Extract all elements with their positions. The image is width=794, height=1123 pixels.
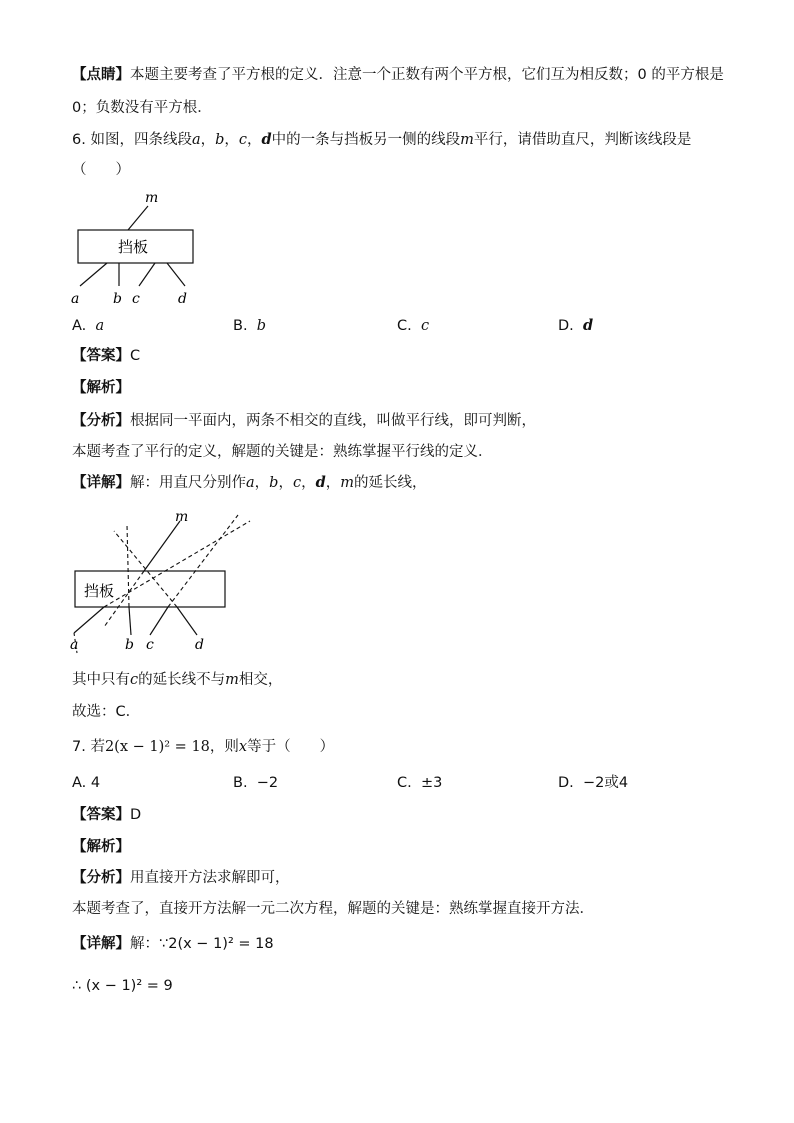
label-b: b <box>125 637 134 653</box>
fenxi: 用直接开方法求解即可， <box>130 870 290 886</box>
q7-stem-b: ，则 <box>209 739 239 755</box>
option-value: c <box>420 318 430 334</box>
q6-var-a: a <box>191 132 201 148</box>
step2-eq: (x − 1)² = 9 <box>85 978 173 994</box>
detail-b: 的延长线， <box>353 475 427 491</box>
q6-stem-b: 中的一条与挡板另一侧的线段 <box>271 132 461 148</box>
conclusion-c: 相交， <box>238 672 283 688</box>
answer-tag: 【答案】 <box>72 807 130 823</box>
segment-a <box>74 607 104 633</box>
fenxi: 根据同一平面内，两条不相交的直线，叫做平行线，即可判断， <box>130 413 536 429</box>
q6-figure-2 <box>62 505 262 660</box>
conclusion-b: 的延长线不与 <box>138 672 226 688</box>
dianjing-line-2 <box>72 98 212 118</box>
q6-conclusion <box>72 670 282 690</box>
q6-number: 6. <box>72 132 86 148</box>
option-letter: C. <box>397 318 412 334</box>
extension-c <box>168 515 238 607</box>
dianjing-line-1 <box>72 65 724 85</box>
segment-m <box>144 521 180 571</box>
q7-stem <box>72 737 334 757</box>
q6-answer <box>72 346 140 366</box>
q7-stem-a: 若 <box>90 739 105 755</box>
board-label: 挡板 <box>84 582 115 600</box>
paren: （ ） <box>72 162 130 178</box>
option-value: a <box>95 318 105 334</box>
answer-tag: 【答案】 <box>72 348 130 364</box>
q6-var-d: d <box>261 131 272 148</box>
q7-var-x: x <box>238 739 248 755</box>
option-letter: B. <box>233 775 248 791</box>
dianjing-tag: 【点睛】 <box>72 67 130 83</box>
var: b <box>269 475 279 491</box>
q7-option-b <box>233 773 278 793</box>
q6-figure-1 <box>60 186 210 311</box>
option-value: 4 <box>90 775 101 791</box>
var: m <box>225 672 239 688</box>
q6-var-c: c <box>238 132 248 148</box>
analysis-tag: 【解析】 <box>72 380 130 396</box>
analysis-tag: 【解析】 <box>72 839 130 855</box>
segment-b <box>129 607 131 635</box>
q6-fenxi <box>72 411 536 431</box>
key: 本题考查了平行的定义，解题的关键是：熟练掌握平行线的定义． <box>72 444 493 460</box>
segment-a <box>80 263 107 286</box>
q6-stem-a: 如图，四条线段 <box>90 132 192 148</box>
q7-detail <box>72 934 274 954</box>
q6-stem-c: 平行，请借助直尺，判断该线段是 <box>473 132 692 148</box>
sep: ， <box>200 132 216 148</box>
segment-d <box>177 607 197 635</box>
option-letter: D. <box>558 318 574 334</box>
q7-answer <box>72 805 141 825</box>
label-d: d <box>195 637 204 653</box>
dianjing-text-2: 0；负数没有平方根． <box>72 100 212 116</box>
fenxi-tag: 【分析】 <box>72 870 130 886</box>
detail-eq: 2(x − 1)² = 18 <box>168 936 274 952</box>
var: a <box>246 475 255 491</box>
q7-equation: 2(x − 1)² = 18 <box>104 739 210 755</box>
q7-fenxi <box>72 868 290 888</box>
q7-number: 7. <box>72 739 86 755</box>
option-value: ±3 <box>420 775 443 791</box>
therefore-symbol: ∴ <box>72 978 82 994</box>
label-c: c <box>146 637 154 653</box>
option-letter: A. <box>72 775 87 791</box>
detail-a: 解：∵ <box>130 936 169 952</box>
answer: C <box>130 348 141 364</box>
sep: ， <box>301 475 316 491</box>
q6-analysis <box>72 378 130 398</box>
fenxi-tag: 【分析】 <box>72 413 130 429</box>
detail-tag: 【详解】 <box>72 475 130 491</box>
segment-m <box>128 206 148 230</box>
segment-c <box>150 607 168 635</box>
segment-c <box>139 263 155 286</box>
q6-stem <box>72 130 691 150</box>
option-value: −2或4 <box>583 775 629 791</box>
answer: D <box>130 807 142 823</box>
label-b: b <box>113 291 122 307</box>
q7-option-c <box>397 773 442 793</box>
option-value: −2 <box>256 775 279 791</box>
sep: ， <box>254 475 270 491</box>
detail-tag: 【详解】 <box>72 936 130 952</box>
q6-option-d <box>558 316 593 336</box>
key: 本题考查了，直接开方法解一元二次方程，解题的关键是：熟练掌握直接开方法． <box>72 901 594 917</box>
option-value: b <box>256 318 267 334</box>
option-letter: B. <box>233 318 248 334</box>
label-m: m <box>175 509 189 525</box>
dianjing-text-1: 本题主要考查了平方根的定义．注意一个正数有两个平方根，它们互为相反数；0 的平方根是 <box>130 67 724 83</box>
extension-a <box>104 521 250 607</box>
q7-key <box>72 899 594 919</box>
var: c <box>292 475 302 491</box>
q6-option-c <box>397 316 429 336</box>
board-label: 挡板 <box>118 238 149 256</box>
sep: ， <box>278 475 293 491</box>
q6-choose <box>72 702 140 722</box>
choose: 故选：C． <box>72 704 141 720</box>
option-letter: D. <box>558 775 574 791</box>
q7-option-d <box>558 773 628 793</box>
sep: ， <box>224 132 239 148</box>
q6-var-m: m <box>460 132 474 148</box>
q6-key <box>72 442 493 462</box>
q7-stem-c: 等于（ ） <box>247 739 335 755</box>
segment-d <box>167 263 185 286</box>
q6-paren <box>72 160 130 180</box>
label-d: d <box>178 291 187 307</box>
q7-step-2 <box>72 976 173 996</box>
option-letter: A. <box>72 318 87 334</box>
label-a: a <box>70 637 79 653</box>
q7-analysis <box>72 837 130 857</box>
q6-var-b: b <box>215 132 225 148</box>
q6-option-a <box>72 316 104 336</box>
var: d <box>315 474 326 491</box>
var: c <box>130 672 139 688</box>
label-m: m <box>145 190 159 206</box>
sep: ， <box>247 132 262 148</box>
q7-option-a <box>72 773 100 793</box>
label-a: a <box>71 291 80 307</box>
detail-a: 解：用直尺分别作 <box>130 475 246 491</box>
var: m <box>340 475 354 491</box>
option-value: d <box>583 317 594 334</box>
label-c: c <box>132 291 140 307</box>
sep: ， <box>325 475 341 491</box>
q6-option-b <box>233 316 266 336</box>
option-letter: C. <box>397 775 412 791</box>
conclusion-a: 其中只有 <box>72 672 130 688</box>
q6-detail <box>72 473 426 493</box>
